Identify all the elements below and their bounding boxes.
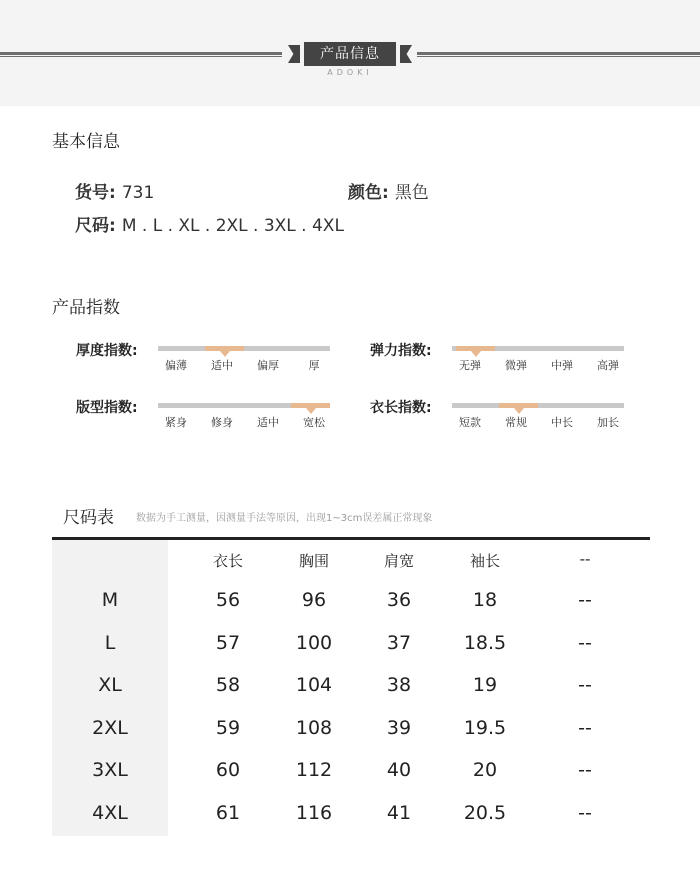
- product-index-title: 产品指数: [52, 298, 120, 318]
- index-option: 厚: [308, 359, 320, 372]
- table-cell: 40: [386, 759, 412, 781]
- index-option: 常规: [505, 416, 527, 429]
- index-group: [370, 340, 670, 380]
- table-cell: 104: [295, 674, 333, 696]
- index-bar: [452, 346, 624, 351]
- table-cell: 20: [472, 759, 498, 781]
- table-cell: 39: [386, 716, 412, 739]
- table-size-label: XL: [98, 674, 122, 696]
- table-size-label: 2XL: [92, 716, 128, 739]
- index-option: 适中: [211, 359, 233, 372]
- table-cell: --: [578, 589, 592, 611]
- item-number-label: 货号:: [75, 183, 116, 203]
- table-cell: 37: [386, 631, 412, 654]
- index-option: 无弹: [459, 359, 481, 372]
- table-cell: 116: [295, 801, 333, 824]
- table-cell: 60: [215, 759, 241, 781]
- index-option: 紧身: [165, 416, 187, 429]
- table-cell: 112: [295, 759, 333, 781]
- index-option: 中长: [551, 416, 573, 429]
- table-cell: --: [578, 631, 592, 654]
- table-cell: 38: [386, 674, 412, 696]
- table-size-label: L: [104, 631, 116, 654]
- index-label: 厚度指数:: [76, 343, 138, 359]
- index-group: [76, 397, 376, 437]
- size-chart-title: 尺码表: [63, 508, 114, 528]
- table-cell: 100: [295, 631, 333, 654]
- size-label: 尺码:: [75, 216, 116, 236]
- table-cell: 108: [295, 716, 333, 739]
- table-cell: 20.5: [463, 801, 507, 824]
- index-group: [370, 397, 670, 437]
- table-size-label: M: [101, 589, 119, 611]
- index-bar: [452, 403, 624, 408]
- table-cell: 19: [472, 674, 498, 696]
- table-cell: --: [578, 759, 592, 781]
- header-band: [0, 0, 700, 106]
- table-cell: 58: [215, 674, 241, 696]
- table-cell: 36: [386, 589, 412, 611]
- table-cell: 57: [215, 631, 241, 654]
- table-size-label: 4XL: [92, 801, 128, 824]
- table-cell: 19.5: [463, 716, 507, 739]
- index-option: 宽松: [303, 416, 325, 429]
- table-size-label: 3XL: [92, 759, 128, 781]
- index-option: 适中: [257, 416, 279, 429]
- size-chart-note: 数据为手工测量，因测量手法等原因，出现1~3cm误差属正常现象: [136, 513, 433, 524]
- table-cell: 18: [472, 589, 498, 611]
- table-cell: --: [578, 716, 592, 739]
- color-label: 颜色:: [348, 183, 389, 203]
- basic-info-title: 基本信息: [52, 132, 120, 152]
- index-option: 中弹: [551, 359, 573, 372]
- table-header-cell: 胸围: [298, 552, 330, 570]
- item-number-value: 731: [121, 183, 155, 203]
- index-label: 衣长指数:: [370, 400, 432, 416]
- header-title: 产品信息: [304, 42, 396, 66]
- index-label: 版型指数:: [76, 400, 138, 416]
- color-value: 黑色: [394, 183, 429, 203]
- table-cell: 59: [215, 716, 241, 739]
- item-number: [75, 178, 154, 203]
- table-cell: --: [578, 801, 592, 824]
- index-bar: [158, 403, 330, 408]
- index-option: 微弹: [505, 359, 527, 372]
- table-header-cell: --: [579, 550, 591, 568]
- table-cell: 96: [301, 589, 327, 611]
- table-header-cell: 肩宽: [383, 552, 415, 570]
- header-rule-left: [0, 52, 282, 55]
- index-option: 高弹: [597, 359, 619, 372]
- table-cell: 41: [386, 801, 412, 824]
- index-option: 短款: [459, 416, 481, 429]
- index-option: 加长: [597, 416, 619, 429]
- table-cell: 56: [215, 589, 241, 611]
- table-header-cell: 袖长: [469, 552, 501, 570]
- color-info: [348, 178, 429, 203]
- header-rule-right: [417, 52, 700, 55]
- table-cell: 61: [215, 801, 241, 824]
- index-label: 弹力指数:: [370, 343, 432, 359]
- index-option: 偏厚: [257, 359, 279, 372]
- size-info: [75, 211, 344, 236]
- header-ribbon-right: [400, 45, 412, 63]
- table-cell: --: [578, 674, 592, 696]
- header-subtitle: ADOKI: [327, 68, 373, 77]
- index-bar: [158, 346, 330, 351]
- header-ribbon-left: [288, 45, 300, 63]
- index-option: 偏薄: [165, 359, 187, 372]
- index-option: 修身: [211, 416, 233, 429]
- table-header-cell: 衣长: [212, 552, 244, 570]
- index-group: [76, 340, 376, 380]
- table-cell: 18.5: [463, 631, 507, 654]
- size-value: M . L . XL . 2XL . 3XL . 4XL: [121, 216, 344, 236]
